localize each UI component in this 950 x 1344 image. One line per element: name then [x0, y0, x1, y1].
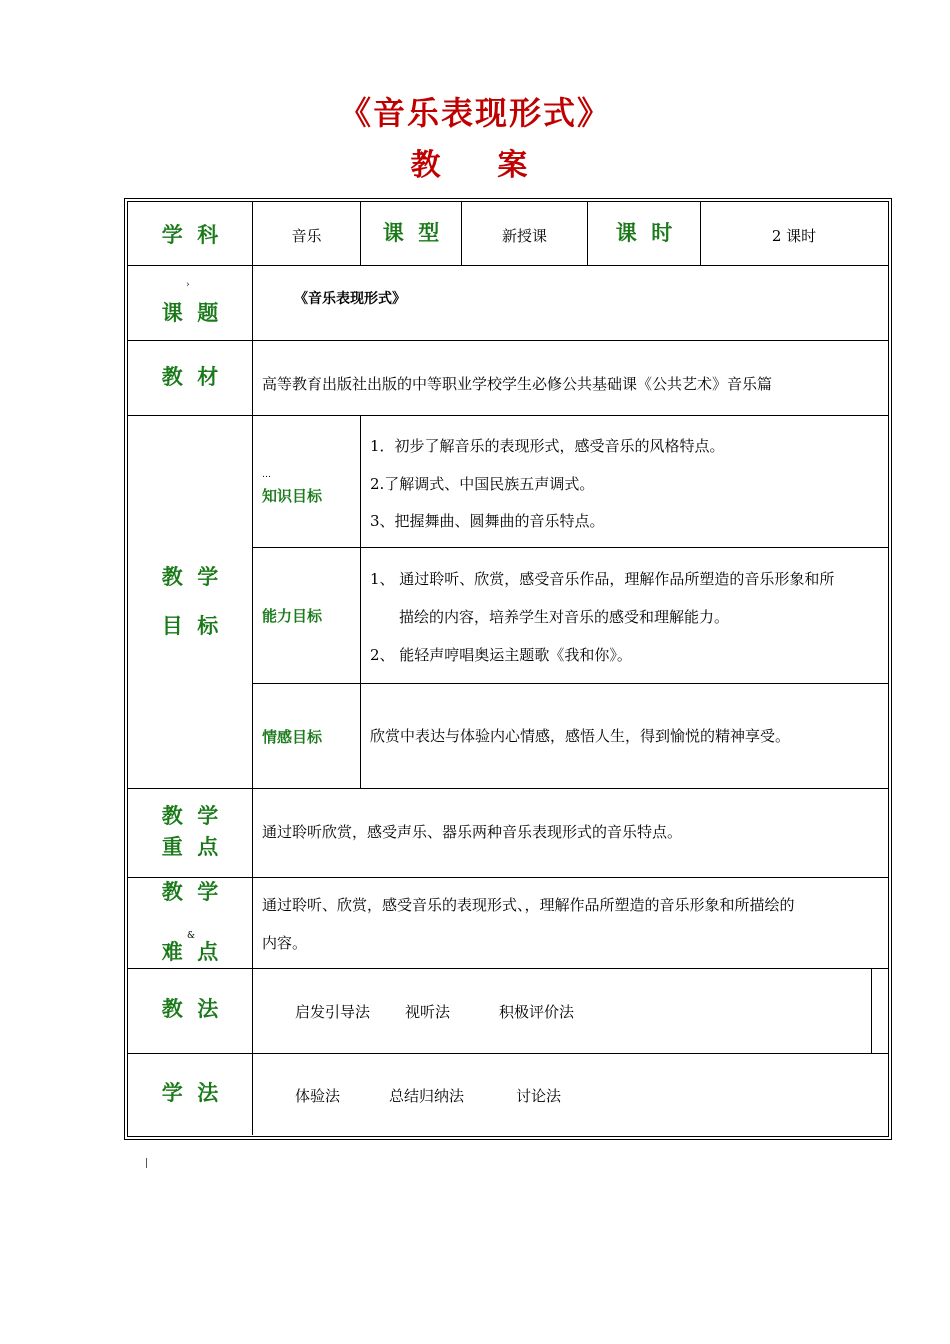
learning-method-item: 体验法 — [295, 1086, 341, 1105]
knowledge-item: 1．初步了解音乐的表现形式，感受音乐的风格特点。 — [370, 436, 725, 455]
objectives-label-line2: 目 标 — [161, 614, 219, 638]
stray-mark: & — [187, 931, 196, 941]
stray-mark: › — [186, 280, 190, 290]
hours-label: 课 时 — [615, 220, 673, 245]
text-cursor-mark — [146, 1158, 147, 1168]
learning-method-item: 总结归纳法 — [389, 1086, 465, 1105]
difficulties-label-line2: 难 点 — [161, 940, 219, 964]
teaching-methods-label: 教 法 — [161, 997, 219, 1021]
type-label: 课 型 — [382, 220, 440, 245]
teaching-method-item: 积极评价法 — [499, 1002, 575, 1021]
difficulties-line: 内容。 — [262, 933, 308, 952]
document-title: 《音乐表现形式》 — [338, 94, 611, 132]
column-divider — [871, 968, 872, 1053]
learning-methods-label: 学 法 — [161, 1081, 219, 1105]
teaching-method-item: 启发引导法 — [295, 1002, 371, 1021]
difficulties-label-line1: 教 学 — [161, 880, 219, 904]
document-subtitle: 教 案 — [410, 148, 540, 183]
stray-mark: … — [262, 470, 271, 480]
material-value: 高等教育出版社出版的中等职业学校学生必修公共基础课《公共艺术》音乐篇 — [262, 374, 773, 393]
key-points-label-line1: 教 学 — [161, 804, 219, 828]
emotion-objective-value: 欣赏中表达与体验内心情感，感悟人生，得到愉悦的精神享受。 — [370, 726, 791, 745]
ability-item: 描绘的内容，培养学生对音乐的感受和理解能力。 — [399, 607, 730, 626]
material-label: 教 材 — [161, 365, 219, 389]
subject-value: 音乐 — [291, 227, 322, 245]
column-divider — [360, 415, 361, 788]
ability-item: 2、 能轻声哼唱奥运主题歌《我和你》。 — [370, 645, 632, 664]
teaching-method-item: 视听法 — [405, 1002, 451, 1021]
knowledge-objective-label: 知识目标 — [262, 487, 323, 505]
row-divider — [127, 415, 888, 416]
difficulties-line: 通过聆听、欣赏，感受音乐的表现形式、，理解作品所塑造的音乐形象和所描绘的 — [262, 895, 795, 914]
knowledge-item: 2.了解调式、中国民族五声调式。 — [370, 474, 595, 493]
topic-label: 课 题 — [161, 301, 219, 325]
objectives-label-line1: 教 学 — [161, 565, 219, 589]
column-divider — [252, 201, 253, 1135]
subject-label: 学 科 — [161, 222, 219, 247]
learning-method-item: 讨论法 — [516, 1086, 562, 1105]
key-points-label-line2: 重 点 — [161, 835, 219, 859]
key-points-value: 通过聆听欣赏，感受声乐、器乐两种音乐表现形式的音乐特点。 — [262, 822, 683, 841]
emotion-objective-label: 情感目标 — [262, 727, 323, 746]
topic-value: 《音乐表现形式》 — [294, 291, 406, 307]
type-value: 新授课 — [501, 227, 547, 245]
ability-item: 1、 通过聆听、欣赏，感受音乐作品，理解作品所塑造的音乐形象和所 — [370, 570, 835, 588]
ability-objective-label: 能力目标 — [262, 607, 323, 625]
hours-value: 2 课时 — [771, 227, 817, 245]
knowledge-item: 3、把握舞曲、圆舞曲的音乐特点。 — [370, 511, 605, 530]
